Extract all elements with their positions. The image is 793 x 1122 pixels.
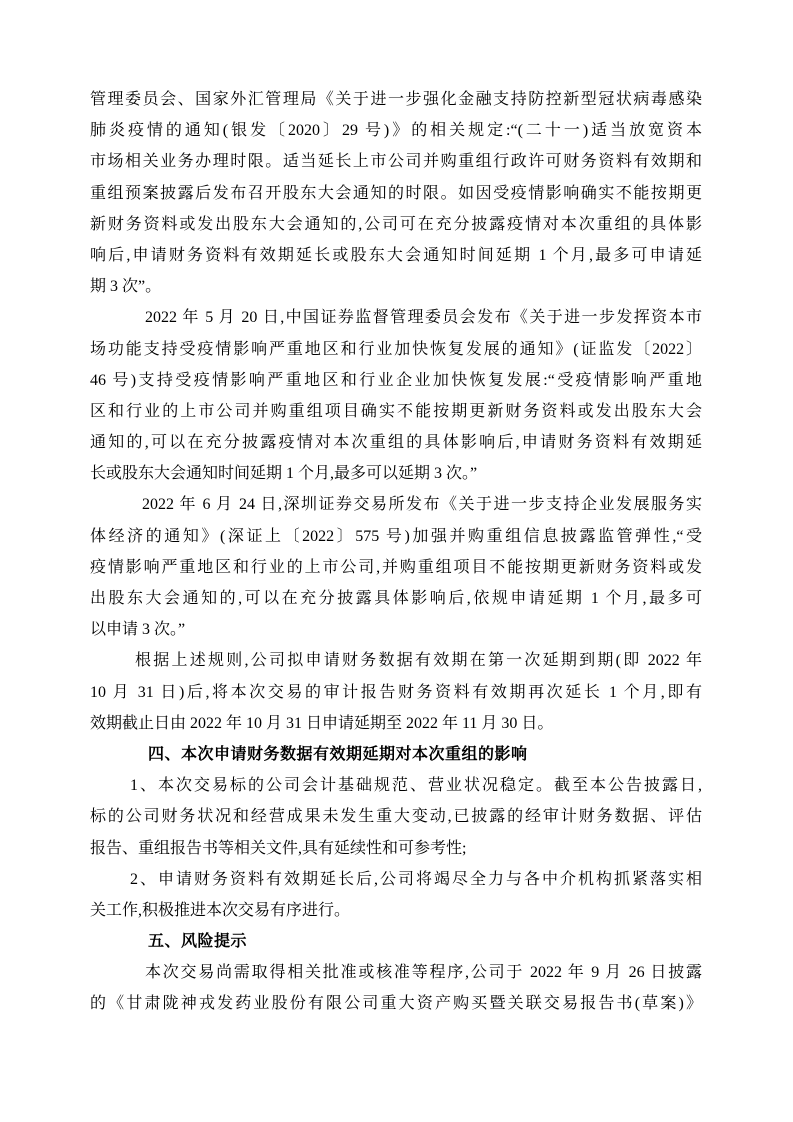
text-line: 根据上述规则,公司拟申请财务数据有效期在第一次延期到期(即 2022 年 bbox=[135, 652, 702, 670]
text-line: 的《甘肃陇神戎发药业股份有限公司重大资产购买暨关联交易报告书(草案)》 bbox=[90, 995, 702, 1013]
text-line: 新财务资料或发出股东大会通知的,公司可在充分披露疫情对本次重组的具体影 bbox=[90, 215, 702, 233]
text-line: 疫情影响严重地区和行业的上市公司,并购重组项目不能按期更新财务资料或发 bbox=[90, 558, 702, 576]
text-line: 以申请 3 次。” bbox=[90, 621, 186, 639]
text-line: 肺炎疫情的通知(银发〔2020〕29 号)》的相关规定:“(二十一)适当放宽资本 bbox=[90, 122, 702, 140]
text-line: 报告、重组报告书等相关文件,具有延续性和可参考性; bbox=[90, 839, 467, 857]
text-line: 出股东大会通知的,可以在充分披露具体影响后,依规申请延期 1 个月,最多可 bbox=[90, 590, 702, 607]
paragraph bbox=[90, 84, 702, 302]
paragraph bbox=[90, 489, 702, 645]
text-line: 本次交易尚需取得相关批准或核准等程序,公司于 2022 年 9 月 26 日披露 bbox=[145, 964, 702, 982]
text-line: 通知的,可以在充分披露疫情对本次重组的具体影响后,申请财务资料有效期延 bbox=[90, 434, 702, 452]
text-line: 五、风险提示 bbox=[148, 933, 248, 951]
text-line: 体经济的通知》(深证上〔2022〕575 号)加强并购重组信息披露监管弹性,“受 bbox=[90, 527, 702, 545]
paragraph bbox=[90, 645, 702, 739]
text-line: 2022 年 6 月 24 日,深圳证券交易所发布《关于进一步支持企业发展服务实 bbox=[142, 496, 702, 514]
section-heading bbox=[90, 926, 702, 957]
paragraph bbox=[90, 770, 702, 864]
text-line: 效期截止日由 2022 年 10 月 31 日申请延期至 2022 年 11 月 30 日。 bbox=[90, 714, 554, 732]
text-line: 1、本次交易标的公司会计基础规范、营业状况稳定。截至本公告披露日, bbox=[130, 777, 702, 795]
document-body bbox=[90, 84, 702, 1020]
text-line: 关工作,积极推进本次交易有序进行。 bbox=[90, 901, 351, 919]
text-line: 管理委员会、国家外汇管理局《关于进一步强化金融支持防控新型冠状病毒感染 bbox=[90, 91, 702, 108]
text-line: 重组预案披露后发布召开股东大会通知的时限。如因受疫情影响确实不能按期更 bbox=[90, 184, 702, 202]
paragraph bbox=[90, 302, 702, 489]
text-line: 标的公司财务状况和经营成果未发生重大变动,已披露的经审计财务数据、评估 bbox=[90, 808, 702, 826]
text-line: 46 号)支持受疫情影响严重地区和行业企业加快恢复发展:“受疫情影响严重地 bbox=[90, 371, 702, 389]
text-line: 区和行业的上市公司并购重组项目确实不能按期更新财务资料或发出股东大会 bbox=[90, 402, 702, 420]
paragraph bbox=[90, 957, 702, 1019]
text-line: 长或股东大会通知时间延期 1 个月,最多可以延期 3 次。” bbox=[90, 465, 478, 483]
paragraph bbox=[90, 864, 702, 926]
text-line: 市场相关业务办理时限。适当延长上市公司并购重组行政许可财务资料有效期和 bbox=[90, 153, 702, 171]
section-heading bbox=[90, 739, 702, 770]
text-line: 2022 年 5 月 20 日,中国证券监督管理委员会发布《关于进一步发挥资本市 bbox=[145, 309, 702, 327]
text-line: 四、本次申请财务数据有效期延期对本次重组的影响 bbox=[148, 745, 528, 763]
text-line: 期 3 次”。 bbox=[90, 278, 162, 296]
text-line: 响后,申请财务资料有效期延长或股东大会通知时间延期 1 个月,最多可申请延 bbox=[90, 246, 702, 264]
text-line: 2、申请财务资料有效期延长后,公司将竭尽全力与各中介机构抓紧落实相 bbox=[130, 870, 702, 888]
text-line: 场功能支持受疫情影响严重地区和行业加快恢复发展的通知》(证监发〔2022〕 bbox=[90, 340, 702, 358]
text-line: 10 月 31 日)后,将本次交易的审计报告财务资料有效期再次延长 1 个月,即有 bbox=[90, 683, 702, 701]
